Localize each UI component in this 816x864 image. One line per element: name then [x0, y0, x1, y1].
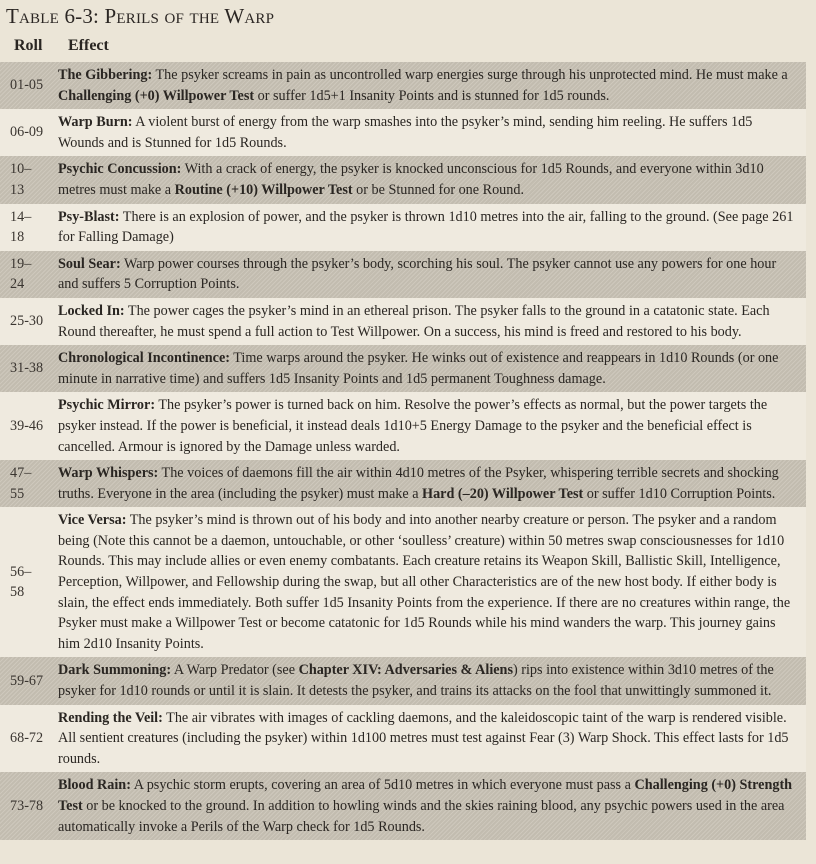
- effect-text-segment: or suffer 1d5+1 Insanity Points and is stunned for 1d5 rounds.: [254, 87, 610, 104]
- table-row: [0, 62, 806, 109]
- effect-text-segment: Warp power courses through the psyker’s body, scorching his soul. The psyker cannot use any powers for one hour and suffers 5 Corruption Points.: [58, 255, 777, 293]
- effect-text: [58, 65, 806, 106]
- effect-bold-text: Psychic Concussion:: [58, 161, 182, 178]
- effect-text: [58, 775, 806, 837]
- effect-text-segment: ) rips into existence within 3d10 metres of the psyker for 1d10 rounds or until it is slain. It detests the psyker, and trains its attacks on the fool that unwittingly summoned it.: [58, 662, 774, 700]
- table-row: [0, 705, 806, 773]
- table-row: [0, 109, 806, 156]
- effect-text: [58, 207, 806, 248]
- table-header: [0, 34, 816, 60]
- effect-text: [58, 159, 806, 200]
- roll-range: 19–24: [10, 255, 32, 293]
- effect-text-segment: The psyker’s mind is thrown out of his body and into another nearby creature or person. The psyker and a random being (Note this cannot be a daemon, untouchable, or other ‘soulless’ creature) within 50 metres swap consciousnesses for 1d10 Rounds. This may include allies or even enemy combatants. Each creature retains its Weapon Skill, Ballistic Skill, Intelligence, Perception, Willpower, and Fellowship during the swap, but all other Characteristics are of the new host body. If either body is slain, the effect ends immediately. Both suffer 1d5 Insanity Points from the experience. If there are no creatures within range, the Psyker must make a Willpower Test or become catatonic for 1d5 Rounds while his mind wanders the warp. This journey gains him 2d10 Insanity Points.: [58, 512, 791, 652]
- effect-bold-text: Locked In:: [58, 302, 125, 319]
- effect-bold-text: Hard (–20) Willpower Test: [422, 485, 584, 502]
- roll-range: 47–55: [10, 465, 32, 502]
- roll-range: 68-72: [10, 730, 44, 747]
- roll-range: 10–13: [10, 161, 32, 198]
- effect-text-segment: The voices of daemons fill the air within 4d10 metres of the Psyker, whispering terrible secrets and shocking truths. Everyone in the area (including the psyker) must make a: [58, 465, 779, 502]
- effect-text-segment: or be knocked to the ground. In addition to howling winds and the skies raining blood, any psychic powers used in the area automatically invoke a Perils of the Warp check for 1d5 Rounds.: [58, 798, 785, 835]
- effect-bold-text: Dark Summoning:: [58, 662, 172, 679]
- effect-bold-text: Psy-Blast:: [58, 208, 120, 225]
- table-row: [0, 156, 806, 203]
- header-effect: Effect: [68, 37, 109, 54]
- table-row: [0, 204, 806, 251]
- effect-bold-text: The Gibbering:: [58, 67, 153, 83]
- roll-range: 06-09: [10, 124, 44, 141]
- table-row: [0, 460, 806, 507]
- roll-range: 31-38: [10, 360, 44, 377]
- effect-bold-text: Vice Versa:: [58, 512, 127, 529]
- effect-bold-text: Blood Rain:: [58, 777, 131, 794]
- roll-range: 39-46: [10, 417, 44, 434]
- roll-range: 14–18: [10, 208, 32, 246]
- table-row: [0, 345, 806, 392]
- perils-table: [0, 62, 816, 840]
- effect-text: [58, 395, 806, 457]
- effect-text-segment: The power cages the psyker’s mind in an ethereal prison. The psyker falls to the ground in a catatonic state. Each Round thereafter, he must spend a full action to Test Willpower. On a success, his mind is freed and restored to his body.: [58, 302, 770, 340]
- roll-range: 56–58: [10, 563, 32, 601]
- effect-text-segment: or be Stunned for one Round.: [352, 181, 525, 198]
- effect-text-segment: A violent burst of energy from the warp smashes into the psyker’s mind, sending him reeling. He suffers 1d5 Wounds and is Stunned for 1d5 Rounds.: [58, 114, 753, 151]
- roll-range: 25-30: [10, 313, 44, 330]
- effect-text-segment: A Warp Predator (see: [171, 662, 299, 679]
- effect-text: [58, 510, 806, 654]
- effect-text: [58, 301, 806, 342]
- effect-bold-text: Challenging (+0) Willpower Test: [58, 87, 255, 104]
- effect-text-segment: A psychic storm erupts, covering an area of 5d10 metres in which everyone must pass a: [130, 777, 635, 794]
- effect-text: [58, 660, 806, 701]
- table-row: [0, 772, 806, 840]
- table-row: [0, 251, 806, 298]
- effect-text-segment: or suffer 1d10 Corruption Points.: [583, 485, 776, 502]
- effect-bold-text: Psychic Mirror:: [58, 397, 156, 414]
- effect-bold-text: Chapter XIV: Adversaries & Aliens: [298, 662, 513, 679]
- effect-bold-text: Warp Burn:: [58, 114, 133, 131]
- table-title: Table 6-3: Perils of the Warp: [6, 4, 275, 28]
- roll-range: 59-67: [10, 672, 44, 689]
- effect-text: [58, 112, 806, 153]
- effect-text-segment: The air vibrates with images of cackling daemons, and the kaleidoscopic taint of the warp is rendered visible. All sentient creatures (including the psyker) within 1d100 metres must test against Fear (3) Warp Shock. This effect lasts for 1d5 rounds.: [58, 709, 789, 767]
- effect-text-segment: There is an explosion of power, and the psyker is thrown 1d10 metres into the air, falling to the ground. (See page 261 for Falling Damage): [58, 208, 794, 246]
- effect-bold-text: Chronological Incontinence:: [58, 350, 230, 367]
- effect-bold-text: Rending the Veil:: [58, 709, 163, 726]
- effect-bold-text: Warp Whispers:: [58, 465, 159, 482]
- effect-text-segment: The psyker screams in pain as uncontrolled warp energies surge through his unprotected mind. He must make a: [152, 67, 788, 83]
- header-roll: Roll: [14, 37, 43, 54]
- effect-bold-text: Routine (+10) Willpower Test: [174, 181, 353, 198]
- effect-text: [58, 463, 806, 504]
- effect-bold-text: Soul Sear:: [58, 255, 121, 272]
- effect-bold-text: Challenging (+0) Strength Test: [58, 777, 793, 814]
- effect-text: [58, 348, 806, 389]
- effect-text: [58, 708, 806, 770]
- effect-text-segment: Time warps around the psyker. He winks out of existence and reappears in 1d10 Rounds (or one minute in narrative time) and suffers 1d5 Insanity Points and 1d5 permanent Toughness damage.: [58, 350, 779, 387]
- effect-text-segment: With a crack of energy, the psyker is knocked unconscious for 1d5 Rounds, and everyone within 3d10 metres must make a: [58, 161, 764, 198]
- table-row: [0, 392, 806, 460]
- roll-range: 73-78: [10, 798, 44, 814]
- effect-text-segment: The psyker’s power is turned back on him. Resolve the power’s effects as normal, but the power targets the psyker instead. If the power is beneficial, it instead deals 1d10+5 Energy Damage to the psyker and the beneficial effect is cancelled. Armour is ignored by the Damage unless warded.: [58, 397, 768, 455]
- table-row: [0, 657, 806, 704]
- roll-range: 01-05: [10, 77, 44, 94]
- effect-text: [58, 254, 806, 295]
- table-row: [0, 507, 806, 657]
- table-row: [0, 298, 806, 345]
